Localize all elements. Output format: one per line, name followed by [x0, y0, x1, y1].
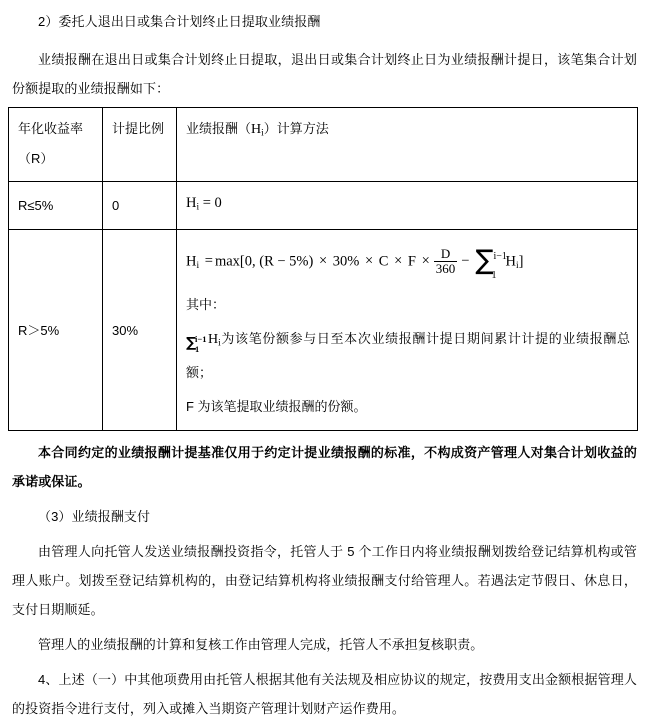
header-method-suffix: ）计算方法 — [263, 121, 329, 136]
header-method-prefix: 业绩报酬（ — [186, 121, 252, 136]
payment-paragraph: 由管理人向托管人发送业绩报酬投资指令，托管人于 5 个工作日内将业绩报酬划拨给登记结算机构或管理人账户。划拨至登记结算机构的，由登记结算机构将业绩报酬支付给管理人。若遇法定节假日、休息日，支付日期顺延。 — [12, 544, 637, 618]
note-sum-definition — [186, 324, 630, 388]
note-sum-text: 为该笔份额参与日至本次业绩报酬计提日期间累计计提的业绩报酬总额； — [186, 330, 630, 381]
formula-times-1: × — [318, 253, 328, 270]
formula-lhs: H — [186, 253, 197, 270]
section-heading: 2）委托人退出日或集合计划终止日提取业绩报酬 — [38, 14, 321, 29]
formula-fraction-numerator: D — [440, 245, 451, 261]
formula-f: F — [407, 253, 416, 270]
rate-low-value: R≤5% — [18, 197, 54, 213]
header-method-symbol: H — [251, 122, 262, 137]
formula-low-eq: = 0 — [202, 195, 222, 211]
formula-max-open: max[0, — [214, 253, 256, 270]
formula-low-lhs-sub: i — [196, 202, 200, 213]
bold-notice-paragraph: 本合同约定的业绩报酬计提基准仅用于约定计提业绩报酬的标准，不构成资产管理人对集合计划收益的承诺或保证。 — [12, 445, 637, 490]
formula-c: C — [378, 253, 389, 270]
document-page — [0, 7, 648, 717]
review-paragraph: 管理人的业绩报酬的计算和复核工作由管理人完成，托管人不承担复核职责。 — [38, 637, 484, 653]
inline-summation-symbol-sub: i — [218, 338, 221, 349]
formula-times-3: × — [394, 253, 403, 270]
inline-summation-symbol: H — [208, 331, 219, 347]
table-row — [9, 229, 638, 431]
header-method-symbol-sub: i — [261, 128, 264, 139]
table-header-row — [9, 108, 638, 182]
formula-low-lhs: H — [186, 195, 197, 211]
header-cell-method — [177, 108, 638, 182]
cell-rate-low — [9, 182, 103, 230]
header-cell-ratio — [103, 108, 177, 182]
performance-fee-table — [8, 107, 638, 431]
sigma-icon: ∑ — [186, 334, 197, 351]
header-rate-line1: 年化收益率 — [18, 121, 84, 136]
formula-rate-term: (R − 5%) — [259, 253, 314, 270]
subsection-heading: （3）业绩报酬支付 — [38, 509, 151, 525]
ratio-low-value: 0 — [112, 197, 120, 213]
item4-paragraph: 4、上述（一）中其他项费用由托管人根据其他有关法规及相应协议的规定，按费用支出金额根据管理人的投资指令进行支付，列入或摊入当期资产管理计划财产运作费用。 — [12, 672, 637, 717]
formula-fraction-denominator: 360 — [435, 260, 456, 276]
sigma-icon: ∑ — [475, 245, 494, 276]
cell-formula-low — [177, 182, 638, 230]
summation-body-sub: i — [515, 260, 519, 271]
inline-summation — [186, 331, 208, 354]
header-rate-line2: （R） — [18, 151, 54, 166]
formula-low — [186, 195, 222, 211]
fee-table-wrapper — [0, 107, 648, 431]
note-f-definition: F 为该笔提取业绩报酬的份额。 — [186, 399, 367, 415]
cell-ratio-low — [103, 182, 177, 230]
table-row — [9, 182, 638, 230]
cell-formula-high — [177, 229, 638, 431]
inline-summation-upper: i−1 — [195, 333, 207, 344]
inline-summation-lower: 1 — [195, 343, 200, 354]
formula-times-2: × — [364, 253, 374, 270]
formula-close-bracket: ] — [518, 253, 524, 270]
formula-equals: = — [204, 253, 213, 270]
formula-summation — [474, 245, 507, 281]
notes-label: 其中： — [186, 296, 226, 312]
ratio-high-value: 30% — [112, 322, 139, 338]
formula-minus: − — [461, 253, 470, 270]
intro-paragraph: 业绩报酬在退出日或集合计划终止日提取，退出日或集合计划终止日为业绩报酬计提日，该笔集合计划份额提取的业绩报酬如下： — [12, 52, 637, 96]
formula-times-4: × — [421, 253, 430, 270]
summation-lower-limit: 1 — [491, 270, 497, 281]
summation-body: H — [505, 253, 516, 270]
cell-ratio-high — [103, 229, 177, 431]
rate-high-value: R＞5% — [18, 322, 60, 338]
header-ratio-label: 计提比例 — [112, 121, 165, 136]
formula-percent: 30% — [332, 253, 360, 270]
formula-high — [186, 247, 630, 281]
formula-fraction — [434, 247, 458, 276]
summation-upper-limit: i−1 — [493, 251, 507, 262]
header-cell-rate — [9, 108, 103, 182]
formula-lhs-sub: i — [196, 260, 200, 271]
cell-rate-high — [9, 229, 103, 431]
